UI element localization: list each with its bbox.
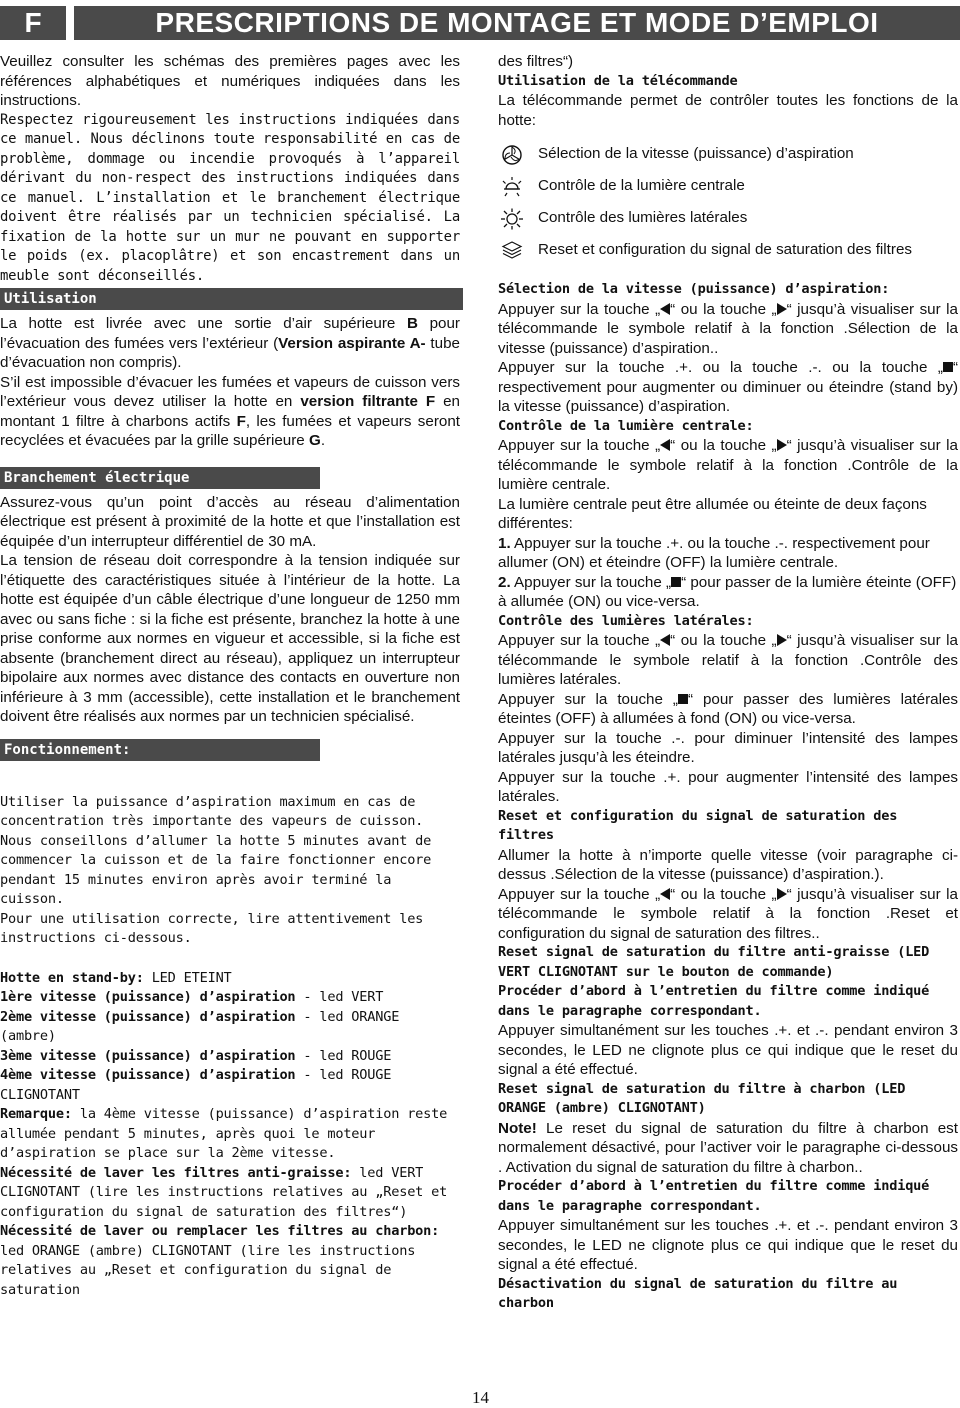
icon-label-central-light: Contrôle de la lumière centrale <box>538 177 745 194</box>
fonctionnement-paragraph-2: Pour une utilisation correcte, lire attentivement les instructions ci-dessous. <box>0 910 424 946</box>
side-lights-paragraph-4: Appuyer sur la touche .+. pour augmenter l’intensité des lampes latérales. <box>498 768 958 805</box>
continued-text: des filtres“) <box>498 53 574 70</box>
remarque-paragraph: Remarque: la 4ème vitesse (puissance) d’aspiration reste allumée pendant 5 minutes, après quoi le moteur d’aspiration se place sur la 2ème vitesse. <box>0 1106 448 1161</box>
central-light-icon <box>498 176 526 198</box>
side-lights-icon <box>498 208 526 230</box>
side-lights-paragraph-1: Appuyer sur la touche „ “ ou la touche „ “ jusqu’à visualiser sur la télécommande le symbole relatif à la fonction .Contrôle des lumières latérales. <box>498 632 958 688</box>
icon-label-side-lights: Contrôle des lumières latérales <box>538 209 748 226</box>
left-arrow-key-icon <box>660 303 670 315</box>
icon-row-speed <box>498 144 958 166</box>
telecommande-title: Utilisation de la télécommande <box>498 72 738 89</box>
right-arrow-key-icon <box>777 888 787 900</box>
square-key-icon <box>678 694 688 704</box>
icon-label-filter-reset: Reset et configuration du signal de saturation des filtres <box>538 241 912 258</box>
reset-charcoal-paragraph: Appuyer simultanément sur les touches .+. et .-. pendant environ 3 secondes, le LED ne clignote plus ce qui indique que le reset du signal a été effectué. <box>498 1217 958 1273</box>
standby-line: Hotte en stand-by: LED ETEINT <box>0 969 232 986</box>
speed-1-line: 1ère vitesse (puissance) d’aspiration - led VERT <box>0 989 384 1005</box>
reset-charcoal-title: Reset signal de saturation du filtre à charbon (LED ORANGE (ambre) CLIGNOTANT) <box>498 1080 906 1116</box>
central-light-paragraph-2: La lumière centrale peut être allumée ou éteinte de deux façons différentes: <box>498 495 927 532</box>
square-key-icon <box>943 362 953 372</box>
speed-selection-paragraph-1: Appuyer sur la touche „ “ ou la touche „ “ jusqu’à visualiser sur la télécommande le symbole relatif à la fonction .Sélection de la vitesse (puissance) d’aspiration.. <box>498 300 958 357</box>
right-arrow-key-icon <box>777 303 787 315</box>
icon-row-central-light <box>498 176 958 198</box>
section-header-branchement: Branchement électrique <box>0 467 320 489</box>
reset-config-title: Reset et configuration du signal de saturation des filtres <box>498 807 898 843</box>
icon-row-side-lights <box>498 208 958 230</box>
speed-selection-paragraph-2: Appuyer sur la touche .+. ou la touche .-. ou la touche „ “ respectivement pour augmenter ou diminuer ou éteindre (stand by) la vitesse (puissance) d’aspiration. <box>498 359 958 415</box>
section-header-fonctionnement: Fonctionnement: <box>0 739 320 761</box>
left-arrow-key-icon <box>660 634 670 646</box>
right-column <box>498 52 958 1314</box>
reset-grease-paragraph: Appuyer simultanément sur les touches .+. et .-. pendant environ 3 secondes, le LED ne clignote plus ce qui indique que le reset du signal a été effectué. <box>498 1022 958 1078</box>
utilisation-paragraph-2: S’il est impossible d’évacuer les fumées et vapeurs de cuisson vers l’extérieur vous devez utiliser la hotte en version filtrante F en montant 1 filtre à charbons actifs F, les fumées et vapeurs seront recyclées et évacuées par la grille supérieure G. <box>0 373 460 449</box>
necessite-anti-graisse-paragraph: Nécessité de laver les filtres anti-graisse: led VERT CLIGNOTANT (lire les instructions relatives au „Reset et configuration du signal de saturation des filtres“) <box>0 1164 448 1220</box>
icon-row-filter-reset <box>498 240 958 262</box>
reset-charcoal-note: Note! Le reset du signal de saturation du filtre à charbon est normalement désactivé, pour l’activer voir le paragraphe ci-dessous . Activation du signal de saturation du filtre à charbon.. <box>498 1119 958 1176</box>
utilisation-paragraph-1: La hotte est livrée avec une sortie d’air supérieure B pour l’évacuation des fumées vers l’extérieur (Version aspirante A- tube d’évacuation non compris). <box>0 315 460 371</box>
page-title: PRESCRIPTIONS DE MONTAGE ET MODE D’EMPLOI <box>74 6 960 40</box>
reset-charcoal-procedure: Procéder d’abord à l’entretien du filtre comme indiqué dans le paragraphe correspondant. <box>498 1178 930 1214</box>
speed-2-line: 2ème vitesse (puissance) d’aspiration - led ORANGE (ambre) <box>0 1008 400 1044</box>
fonctionnement-paragraph-1: Utiliser la puissance d’aspiration maximum en cas de concentration très importante des vapeurs de cuisson. Nous conseillons d’allumer la hotte 5 minutes avant de commencer la cuisson et de la faire fonctionner encore pendant 15 minutes environ après avoir terminé la cuisson. <box>0 793 432 907</box>
icon-label-speed: Sélection de la vitesse (puissance) d’aspiration <box>538 145 854 162</box>
section-header-utilisation: Utilisation <box>0 288 463 310</box>
telecommande-intro: La télécommande permet de contrôler toutes les fonctions de la hotte: <box>498 92 958 129</box>
page-number: 14 <box>472 1388 489 1407</box>
intro-paragraph-1: Veuillez consulter les schémas des premières pages avec les références alphabétiques et numériques indiquées dans les instructions. <box>0 53 460 109</box>
branchement-paragraph-2: La tension de réseau doit correspondre à la tension indiquée sur l’étiquette des caractéristiques située à l’intérieur de la hotte. La hotte est équipée d’un câble électrique d’une longueur de 1250 mm avec ou sans fiche : si la fiche est présente, branchez la hotte à une prise conforme aux normes en vigueur et accessible, si la fiche est absente (branchement direct au réseau), appliquez un interrupteur bipolaire aux normes avec distance des contacts en ouverture non inférieure à 3 mm (accessible), cette installation et le branchement doivent être réalisés aux normes par un technicien spécialisé. <box>0 552 460 725</box>
right-arrow-key-icon <box>777 634 787 646</box>
side-lights-title: Contrôle des lumières latérales: <box>498 612 754 629</box>
intro-paragraph-2: Respectez rigoureusement les instructions indiquées dans ce manuel. Nous déclinons toute responsabilité en cas de problème, dommage ou incendie provoqués à l’appareil dérivant du non-respect des instructions indiquées dans ce manuel. L’installation et le branchement électrique doivent être réalisés par un technicien spécialisé. La fixation de la hotte sur un mur ne pouvant en supporter le poids (ex. placoplâtre) et son encastrement dans un meuble sont déconseillés. <box>0 111 460 284</box>
side-lights-paragraph-3: Appuyer sur la touche .-. pour diminuer l’intensité des lampes latérales jusqu’à les éteindre. <box>498 729 958 766</box>
central-light-option-1: 1. Appuyer sur la touche .+. ou la touche .-. respectivement pour allumer (ON) et éteindre (OFF) la lumière centrale. <box>498 534 930 571</box>
reset-config-paragraph-1: Allumer la hotte à n’importe quelle vitesse (voir paragraphe ci-dessus .Sélection de la vitesse (puissance) d’aspiration.). <box>498 846 958 883</box>
filter-layers-icon <box>498 240 526 262</box>
left-column <box>0 52 460 1300</box>
speed-4-line: 4ème vitesse (puissance) d’aspiration - led ROUGE CLIGNOTANT <box>0 1067 392 1103</box>
reset-grease-title: Reset signal de saturation du filtre anti-graisse (LED VERT CLIGNOTANT sur le bouton de commande) <box>498 944 930 980</box>
right-arrow-key-icon <box>777 439 787 451</box>
speed-3-line: 3ème vitesse (puissance) d’aspiration - led ROUGE <box>0 1047 392 1064</box>
central-light-title: Contrôle de la lumière centrale: <box>498 417 754 434</box>
side-lights-paragraph-2: Appuyer sur la touche „ “ pour passer des lumières latérales éteintes (OFF) à allumées à fond (ON) ou vice-versa. <box>498 690 958 727</box>
reset-config-paragraph-2: Appuyer sur la touche „ “ ou la touche „ “ jusqu’à visualiser sur la télécommande le symbole relatif à la fonction .Reset et configuration du signal de saturation des filtres.. <box>498 885 958 942</box>
reset-grease-procedure: Procéder d’abord à l’entretien du filtre comme indiqué dans le paragraphe correspondant. <box>498 983 930 1019</box>
branchement-paragraph-1: Assurez-vous qu’un point d’accès au réseau d’alimentation électrique est présent à proximité de la hotte et que l’installation est équipée d’un interrupteur différentiel de 30 mA. <box>0 493 460 550</box>
left-arrow-key-icon <box>660 439 670 451</box>
square-key-icon <box>671 577 681 587</box>
central-light-option-2: 2. Appuyer sur la touche „ “ pour passer de la lumière éteinte (OFF) à allumée (ON) ou vice-versa. <box>498 573 957 610</box>
speed-selection-title: Sélection de la vitesse (puissance) d’aspiration: <box>498 281 890 297</box>
fan-icon <box>498 144 526 166</box>
left-arrow-key-icon <box>660 888 670 900</box>
language-tab: F <box>0 6 66 40</box>
central-light-paragraph-1: Appuyer sur la touche „ “ ou la touche „ “ jusqu’à visualiser sur la télécommande le symbole relatif à la fonction .Contrôle de la lumière centrale. <box>498 437 958 493</box>
necessite-charbon-paragraph: Nécessité de laver ou remplacer les filtres au charbon: led ORANGE (ambre) CLIGNOTANT (lire les instructions relatives au „Reset et configuration du signal de saturation <box>0 1223 440 1298</box>
deactivation-title: Désactivation du signal de saturation du filtre au charbon <box>498 1275 898 1311</box>
page-header <box>0 6 960 40</box>
